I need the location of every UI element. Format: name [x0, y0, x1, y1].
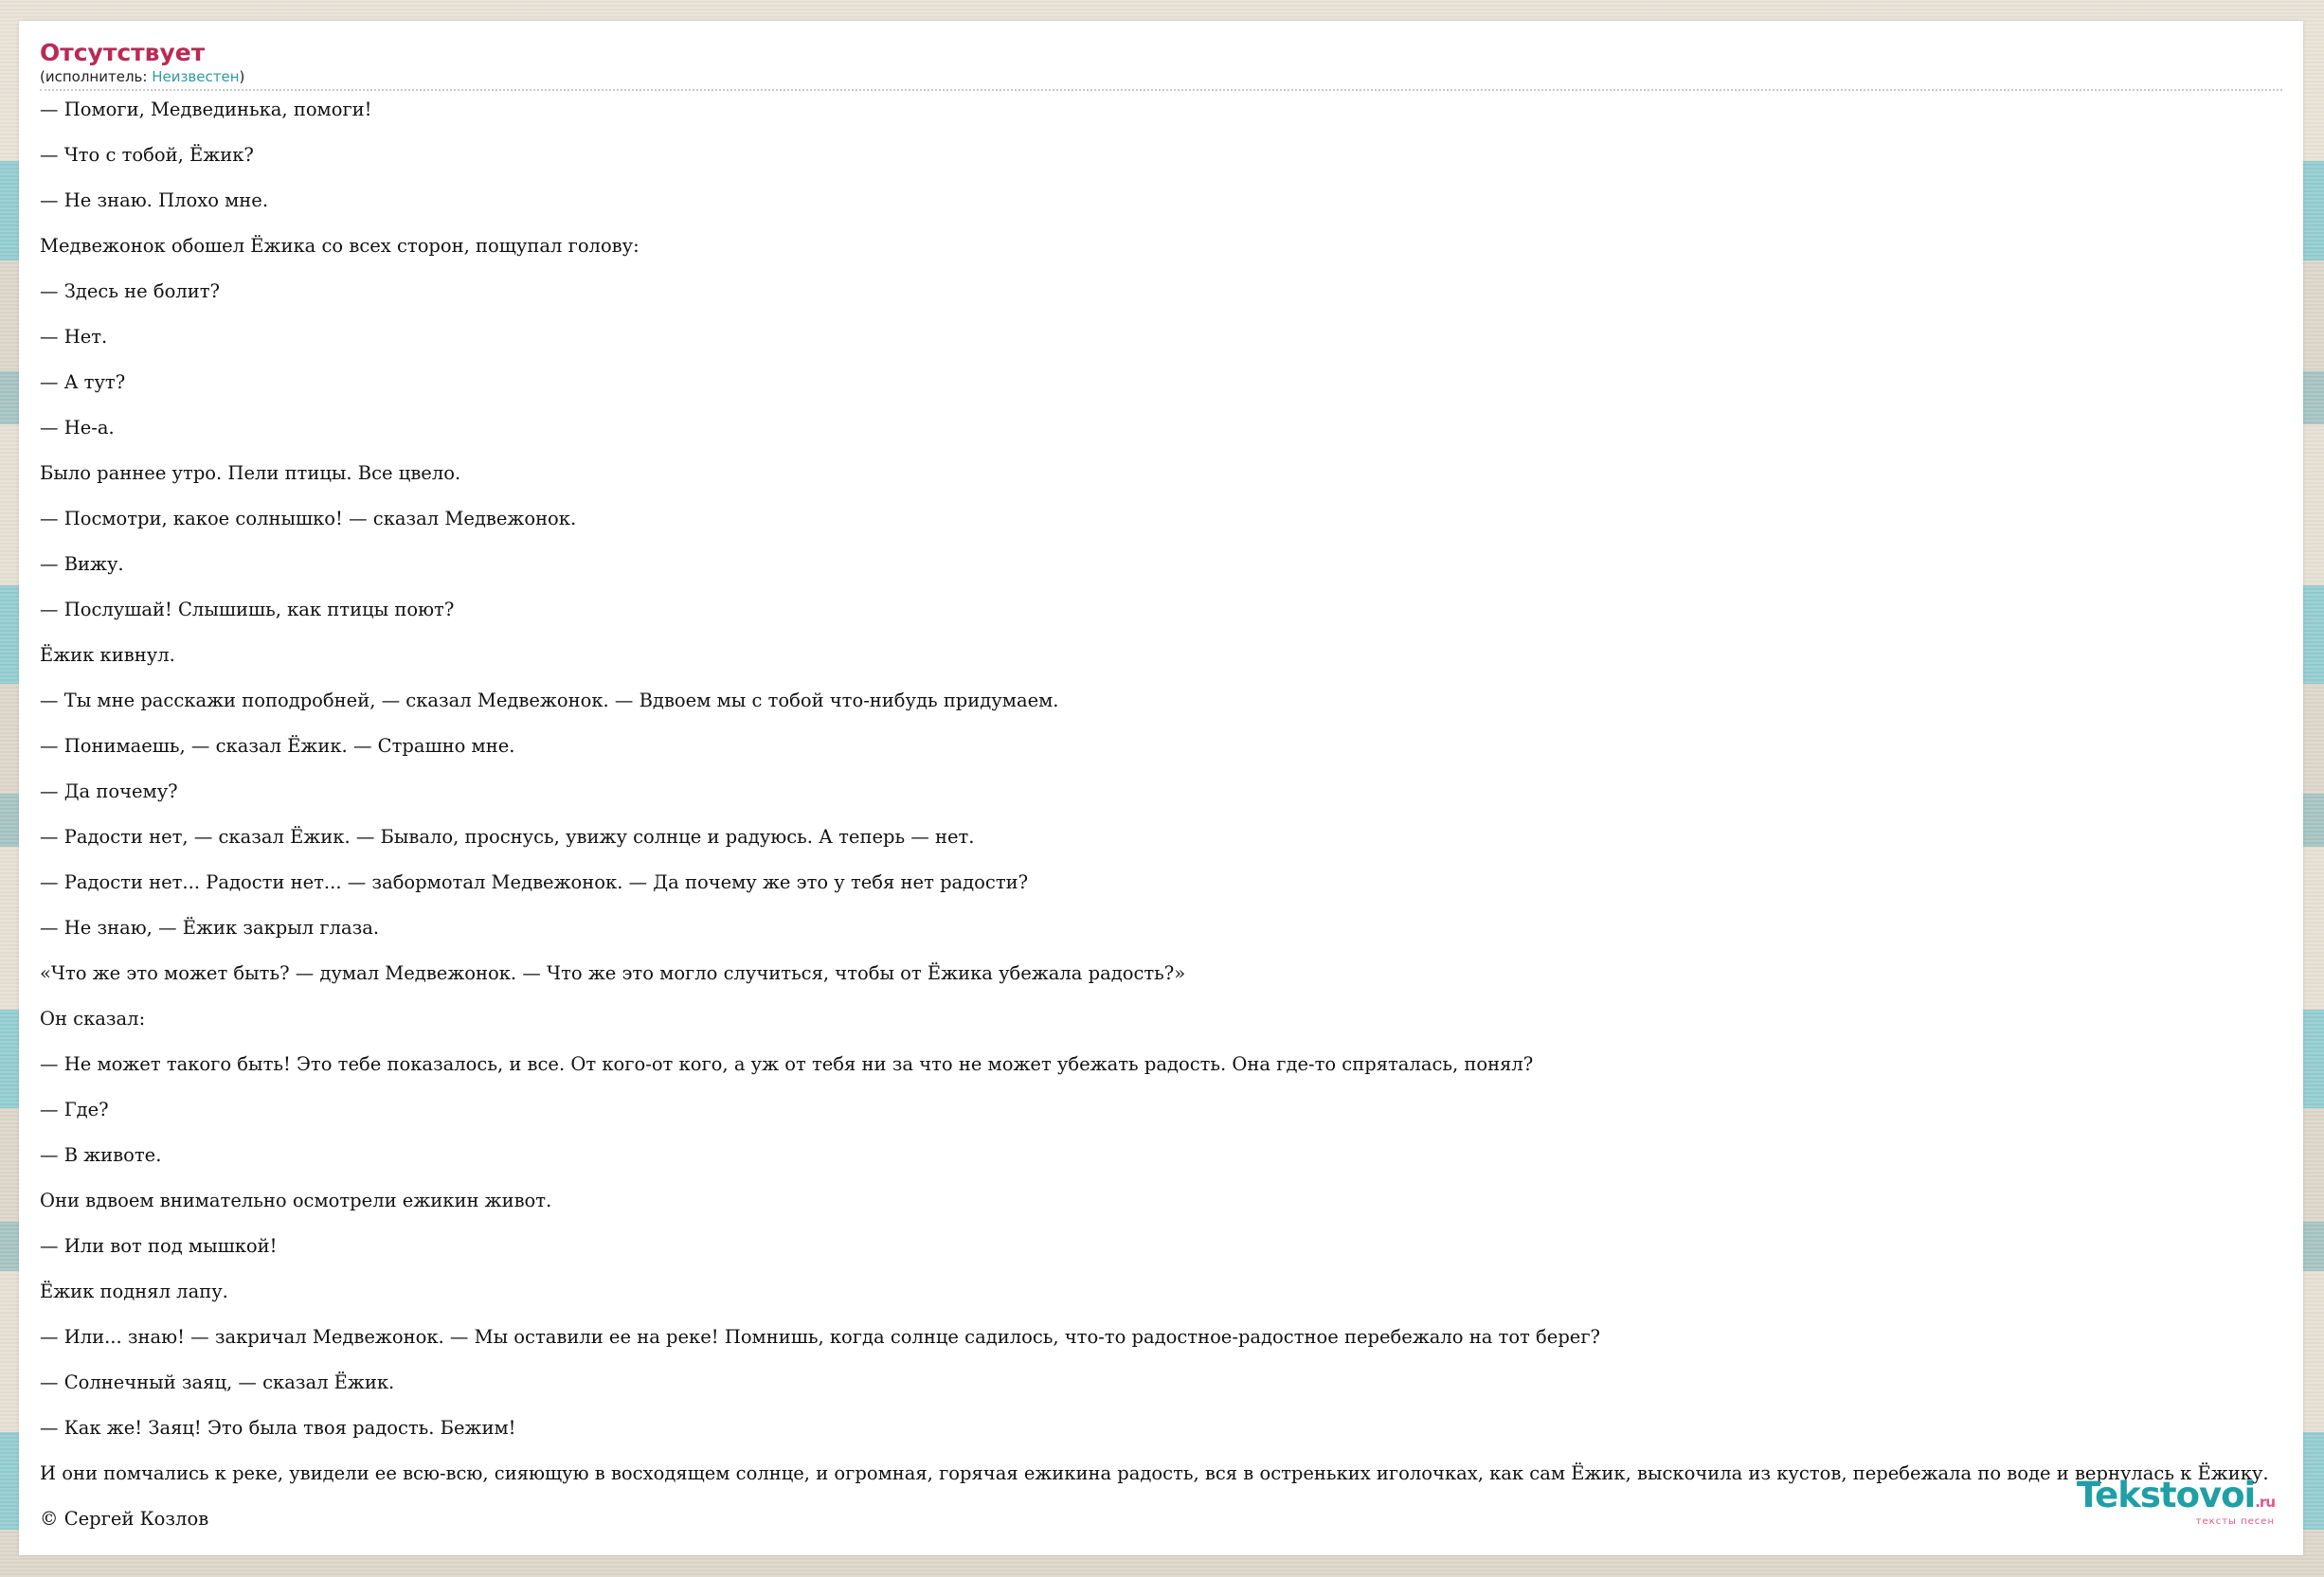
lyrics-line: Ёжик поднял лапу. [40, 1281, 228, 1302]
logo-main-text: Tekstovoi [2076, 1475, 2256, 1515]
lyrics-line: — Или вот под мышкой! [40, 1235, 278, 1257]
lyrics-line: — Не может такого быть! Это тебе показалось, и все. От кого-от кого, а уж от тебя ни за что не может убежать радость. Она где-то спряталась, понял? [40, 1053, 1534, 1075]
lyrics-line: Он сказал: [40, 1008, 146, 1030]
lyrics-line: — Не знаю. Плохо мне. [40, 189, 269, 211]
lyrics-line: «Что же это может быть? — думал Медвежонок. — Что же это могло случиться, чтобы от Ёжика убежала радость?» [40, 962, 1186, 984]
lyrics-line: — Здесь не болит? [40, 280, 220, 302]
lyrics-line: — Или... знаю! — закричал Медвежонок. — Мы оставили ее на реке! Помнишь, когда солнце садилось, что-то радостное-радостное перебежало на тот берег? [40, 1326, 1601, 1348]
logo-tld: .ru [2255, 1494, 2275, 1511]
lyrics-line: — Что с тобой, Ёжик? [40, 144, 254, 166]
lyrics-line: — В животе. [40, 1144, 162, 1166]
lyrics-line: Ёжик кивнул. [40, 644, 175, 666]
lyrics-line: — Не-а. [40, 417, 115, 439]
site-logo[interactable] [2076, 1475, 2275, 1527]
performer-suffix: ) [239, 68, 245, 85]
lyrics-line: — Посмотри, какое солнышко! — сказал Медвежонок. [40, 508, 577, 529]
lyrics-line: — Нет. [40, 326, 108, 348]
song-title: Отсутствует [40, 39, 206, 66]
lyrics-line: И они помчались к реке, увидели ее всю-всю, сияющую в восходящем солнце, и огромная, горячая ежикина радость, вся в остреньких иголочках, как сам Ёжик, выскочила из кустов, перебежала по воде и вернулась к Ёжику. [40, 1462, 2269, 1484]
lyrics-text [40, 94, 2282, 1549]
lyrics-line: — Да почему? [40, 780, 178, 802]
copyright-line: © Сергей Козлов [40, 1508, 209, 1530]
lyrics-line: — Не знаю, — Ёжик закрыл глаза. [40, 917, 380, 939]
performer-link[interactable]: Неизвестен [152, 68, 240, 85]
logo-wordmark [2076, 1475, 2275, 1520]
performer-prefix: (исполнитель: [40, 68, 153, 85]
lyrics-line: Медвежонок обошел Ёжика со всех сторон, пощупал голову: [40, 235, 640, 257]
lyrics-page [19, 21, 2303, 1555]
logo-subtitle: тексты песен [2195, 1516, 2275, 1527]
lyrics-line: — Понимаешь, — сказал Ёжик. — Страшно мне. [40, 735, 515, 757]
lyrics-line: — Солнечный заяц, — сказал Ёжик. [40, 1371, 395, 1393]
lyrics-line: — Ты мне расскажи поподробней, — сказал Медвежонок. — Вдвоем мы с тобой что-нибудь придумаем. [40, 690, 1059, 711]
lyrics-line: — Послушай! Слышишь, как птицы поют? [40, 599, 455, 620]
lyrics-line: — А тут? [40, 371, 126, 393]
lyrics-line: Они вдвоем внимательно осмотрели ежикин живот. [40, 1190, 552, 1211]
lyrics-line: — Радости нет... Радости нет... — забормотал Медвежонок. — Да почему же это у тебя нет радости? [40, 871, 1029, 893]
lyrics-line: — Где? [40, 1099, 109, 1120]
performer-line [40, 68, 2282, 91]
lyrics-line: — Как же! Заяц! Это была твоя радость. Бежим! [40, 1417, 516, 1439]
lyrics-line: — Помоги, Медвединька, помоги! [40, 99, 372, 120]
lyrics-line: — Радости нет, — сказал Ёжик. — Бывало, проснусь, увижу солнце и радуюсь. А теперь — нет. [40, 826, 975, 848]
lyrics-line: Было раннее утро. Пели птицы. Все цвело. [40, 462, 461, 484]
lyrics-line: — Вижу. [40, 553, 124, 575]
